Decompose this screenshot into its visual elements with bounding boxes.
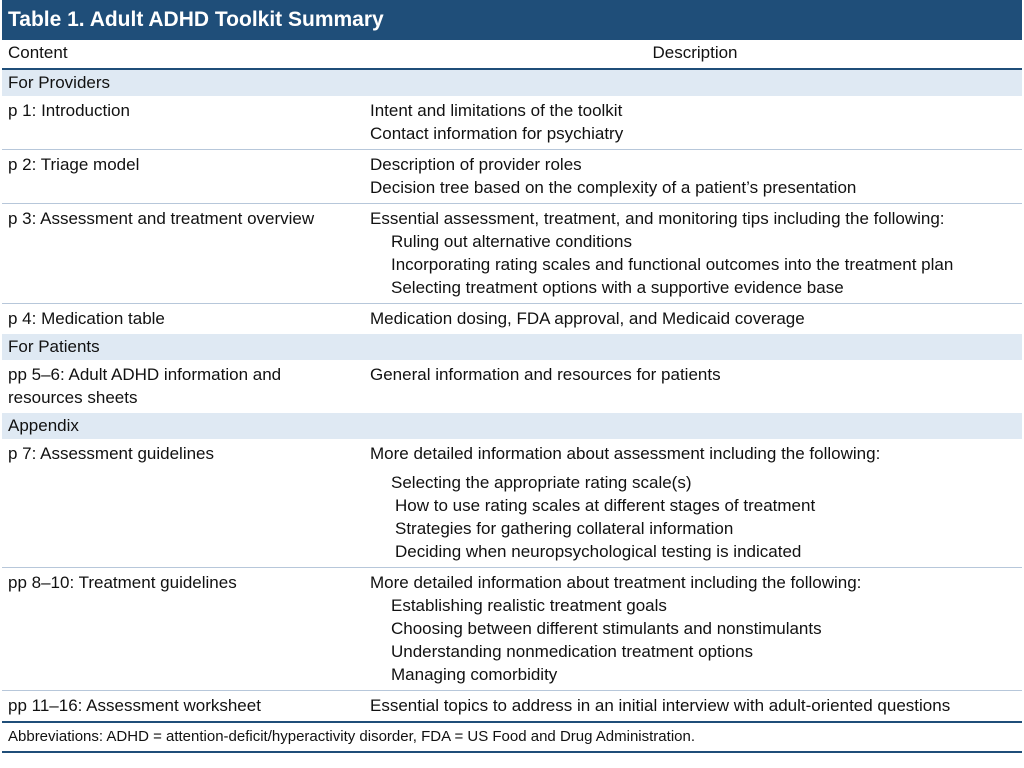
row-content: p 1: Introduction xyxy=(8,101,130,120)
description-line: More detailed information about assessment including the following: xyxy=(370,444,881,463)
sub-item: Managing comorbidity xyxy=(391,665,558,684)
content-line: pp 5–6: Adult ADHD information and xyxy=(8,365,282,384)
row-content xyxy=(2,360,362,413)
content-line: resources sheets xyxy=(8,388,138,407)
table-row xyxy=(2,204,1022,304)
row-description xyxy=(362,691,1022,721)
toolkit-summary-table xyxy=(2,0,1022,753)
table-row xyxy=(2,360,1022,413)
table-row xyxy=(2,96,1022,150)
description-line: Contact information for psychiatry xyxy=(370,124,624,143)
description-line: Decision tree based on the complexity of a patient’s presentation xyxy=(370,178,857,197)
sub-item: Strategies for gathering collateral information xyxy=(395,519,734,538)
row-description xyxy=(362,96,1022,149)
section-for-patients: For Patients xyxy=(2,334,1022,360)
row-description xyxy=(362,304,1022,334)
row-content: pp 11–16: Assessment worksheet xyxy=(8,696,261,715)
row-content: p 4: Medication table xyxy=(8,309,165,328)
row-content: pp 8–10: Treatment guidelines xyxy=(8,573,237,592)
sub-item: Ruling out alternative conditions xyxy=(391,232,632,251)
description-line: Description of provider roles xyxy=(370,155,582,174)
sub-item: How to use rating scales at different stages of treatment xyxy=(395,496,816,515)
table-header-row xyxy=(2,40,1022,70)
sub-item: Selecting the appropriate rating scale(s) xyxy=(391,473,692,492)
description-line: Medication dosing, FDA approval, and Medicaid coverage xyxy=(370,309,805,328)
row-content: p 3: Assessment and treatment overview xyxy=(8,209,315,228)
row-description xyxy=(362,360,1022,413)
table-footnote: Abbreviations: ADHD = attention-deficit/hyperactivity disorder, FDA = US Food and Drug Administration. xyxy=(2,721,1022,753)
row-content: p 2: Triage model xyxy=(8,155,140,174)
table-title: Table 1. Adult ADHD Toolkit Summary xyxy=(2,0,1022,40)
table-row xyxy=(2,150,1022,204)
table-row xyxy=(2,691,1022,721)
sub-item: Selecting treatment options with a supportive evidence base xyxy=(391,278,844,297)
table-row xyxy=(2,568,1022,691)
description-line: Essential assessment, treatment, and monitoring tips including the following: xyxy=(370,209,945,228)
row-description xyxy=(362,150,1022,203)
sub-item: Establishing realistic treatment goals xyxy=(391,596,667,615)
sub-item: Choosing between different stimulants and nonstimulants xyxy=(391,619,822,638)
table-row xyxy=(2,304,1022,334)
row-description xyxy=(362,439,1022,567)
description-line: More detailed information about treatment including the following: xyxy=(370,573,862,592)
sub-item: Deciding when neuropsychological testing is indicated xyxy=(395,542,802,561)
description-line: General information and resources for patients xyxy=(370,365,721,384)
row-description xyxy=(362,204,1022,303)
section-appendix: Appendix xyxy=(2,413,1022,439)
table-row xyxy=(2,439,1022,568)
row-content: p 7: Assessment guidelines xyxy=(8,444,215,463)
description-line: Essential topics to address in an initial interview with adult-oriented questions xyxy=(370,696,951,715)
row-description xyxy=(362,568,1022,690)
section-for-providers: For Providers xyxy=(2,70,1022,96)
sub-item: Understanding nonmedication treatment options xyxy=(391,642,753,661)
description-line: Intent and limitations of the toolkit xyxy=(370,101,623,120)
sub-item: Incorporating rating scales and functional outcomes into the treatment plan xyxy=(391,255,954,274)
header-content: Content xyxy=(8,43,68,62)
header-description: Description xyxy=(652,43,738,62)
